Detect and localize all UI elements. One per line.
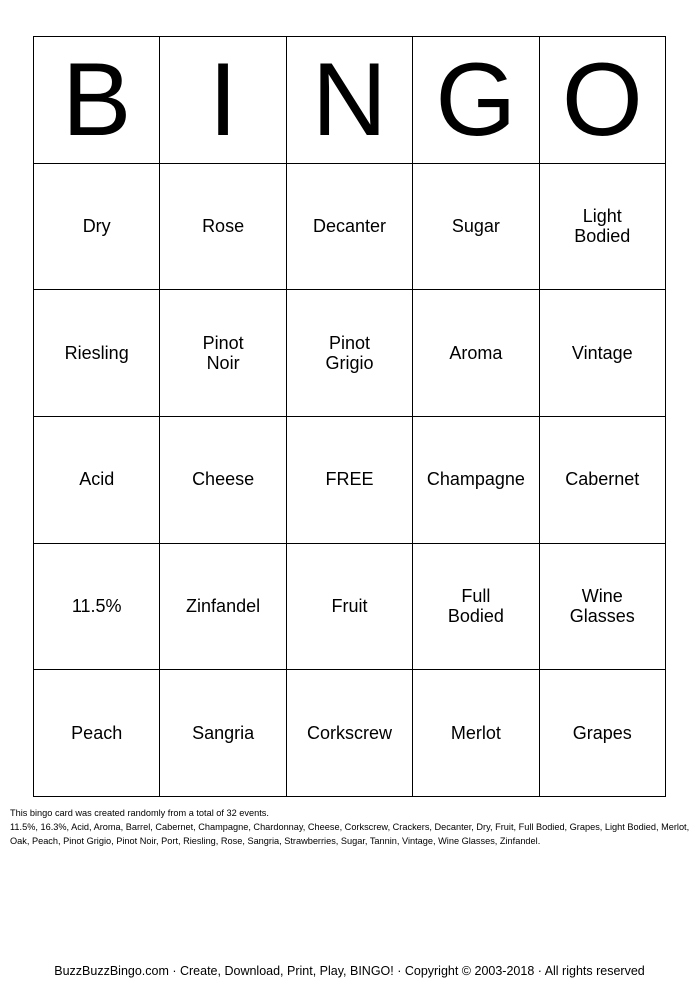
cell-label: Champagne [426, 469, 525, 490]
cell-label: Sugar [451, 215, 500, 236]
cell-label: Sangria [192, 722, 255, 743]
cell-label: Cabernet [565, 469, 640, 490]
cell-label: FREE [325, 469, 374, 490]
cell-label: Grapes [572, 722, 632, 743]
bingo-cell [160, 416, 286, 543]
cell-label: Vintage [571, 342, 633, 363]
cell-label: Riesling [64, 342, 129, 363]
header-letter-n: N [286, 37, 412, 164]
cell-label: Cheese [192, 469, 255, 490]
bingo-cell [34, 670, 160, 797]
cell-label: Full Bodied [447, 585, 504, 626]
bingo-row [34, 543, 666, 670]
header-row [34, 37, 666, 164]
bingo-cell [160, 290, 286, 417]
cell-label: Fruit [331, 595, 368, 616]
bingo-cell [539, 543, 665, 670]
bingo-card [33, 36, 666, 797]
bingo-cell [34, 543, 160, 670]
bingo-row [34, 290, 666, 417]
info-summary: This bingo card was created randomly from a total of 32 events. [10, 808, 269, 818]
bingo-cell [539, 163, 665, 290]
footer-copyright: BuzzBuzzBingo.com · Create, Download, Print, Play, BINGO! · Copyright © 2003-2018 · All rights reserved [54, 964, 645, 978]
bingo-cell [286, 670, 412, 797]
bingo-row [34, 163, 666, 290]
bingo-cell [286, 543, 412, 670]
bingo-cell [413, 670, 539, 797]
bingo-cell [413, 543, 539, 670]
cell-label: Acid [79, 469, 115, 490]
cell-label: Wine Glasses [569, 585, 635, 626]
cell-label: Dry [82, 215, 111, 236]
bingo-cell [160, 543, 286, 670]
header-letter-o: O [539, 37, 665, 164]
header-letter-g: G [413, 37, 539, 164]
cell-label: Pinot Grigio [325, 332, 374, 373]
bingo-cell [34, 290, 160, 417]
cell-label: Merlot [450, 722, 501, 743]
bingo-cell [539, 670, 665, 797]
bingo-cell [413, 416, 539, 543]
bingo-cell [160, 163, 286, 290]
bingo-cell [413, 290, 539, 417]
card-info [10, 806, 692, 848]
cell-label: Light Bodied [574, 205, 631, 246]
cell-label: Pinot Noir [202, 332, 244, 373]
info-event-list: 11.5%, 16.3%, Acid, Aroma, Barrel, Cabernet, Champagne, Chardonnay, Cheese, Corkscrew, Crackers, Decanter, Dry, Fruit, Full Bodied, Grapes, Light Bodied, Merlot, Oak, Peach, Pinot Grigio, Pinot Noir, Port, Riesling, Rose, Sangria, Strawberries, Sugar, Tannin, Vintage, Wine Glasses, Zinfandel. [10, 822, 690, 846]
bingo-cell [286, 290, 412, 417]
bingo-cell [286, 163, 412, 290]
bingo-cell [539, 290, 665, 417]
header-letter-b: B [34, 37, 160, 164]
header-letter-i: I [160, 37, 286, 164]
bingo-cell [539, 416, 665, 543]
cell-label: Corkscrew [306, 722, 392, 743]
bingo-row [34, 670, 666, 797]
free-cell [286, 416, 412, 543]
cell-label: 11.5% [71, 595, 122, 616]
bingo-row [34, 416, 666, 543]
cell-label: Decanter [312, 215, 386, 236]
cell-label: Zinfandel [186, 595, 261, 616]
bingo-cell [34, 416, 160, 543]
cell-label: Aroma [449, 342, 503, 363]
bingo-cell [413, 163, 539, 290]
cell-label: Rose [202, 215, 245, 236]
bingo-cell [160, 670, 286, 797]
bingo-cell [34, 163, 160, 290]
cell-label: Peach [71, 722, 123, 743]
